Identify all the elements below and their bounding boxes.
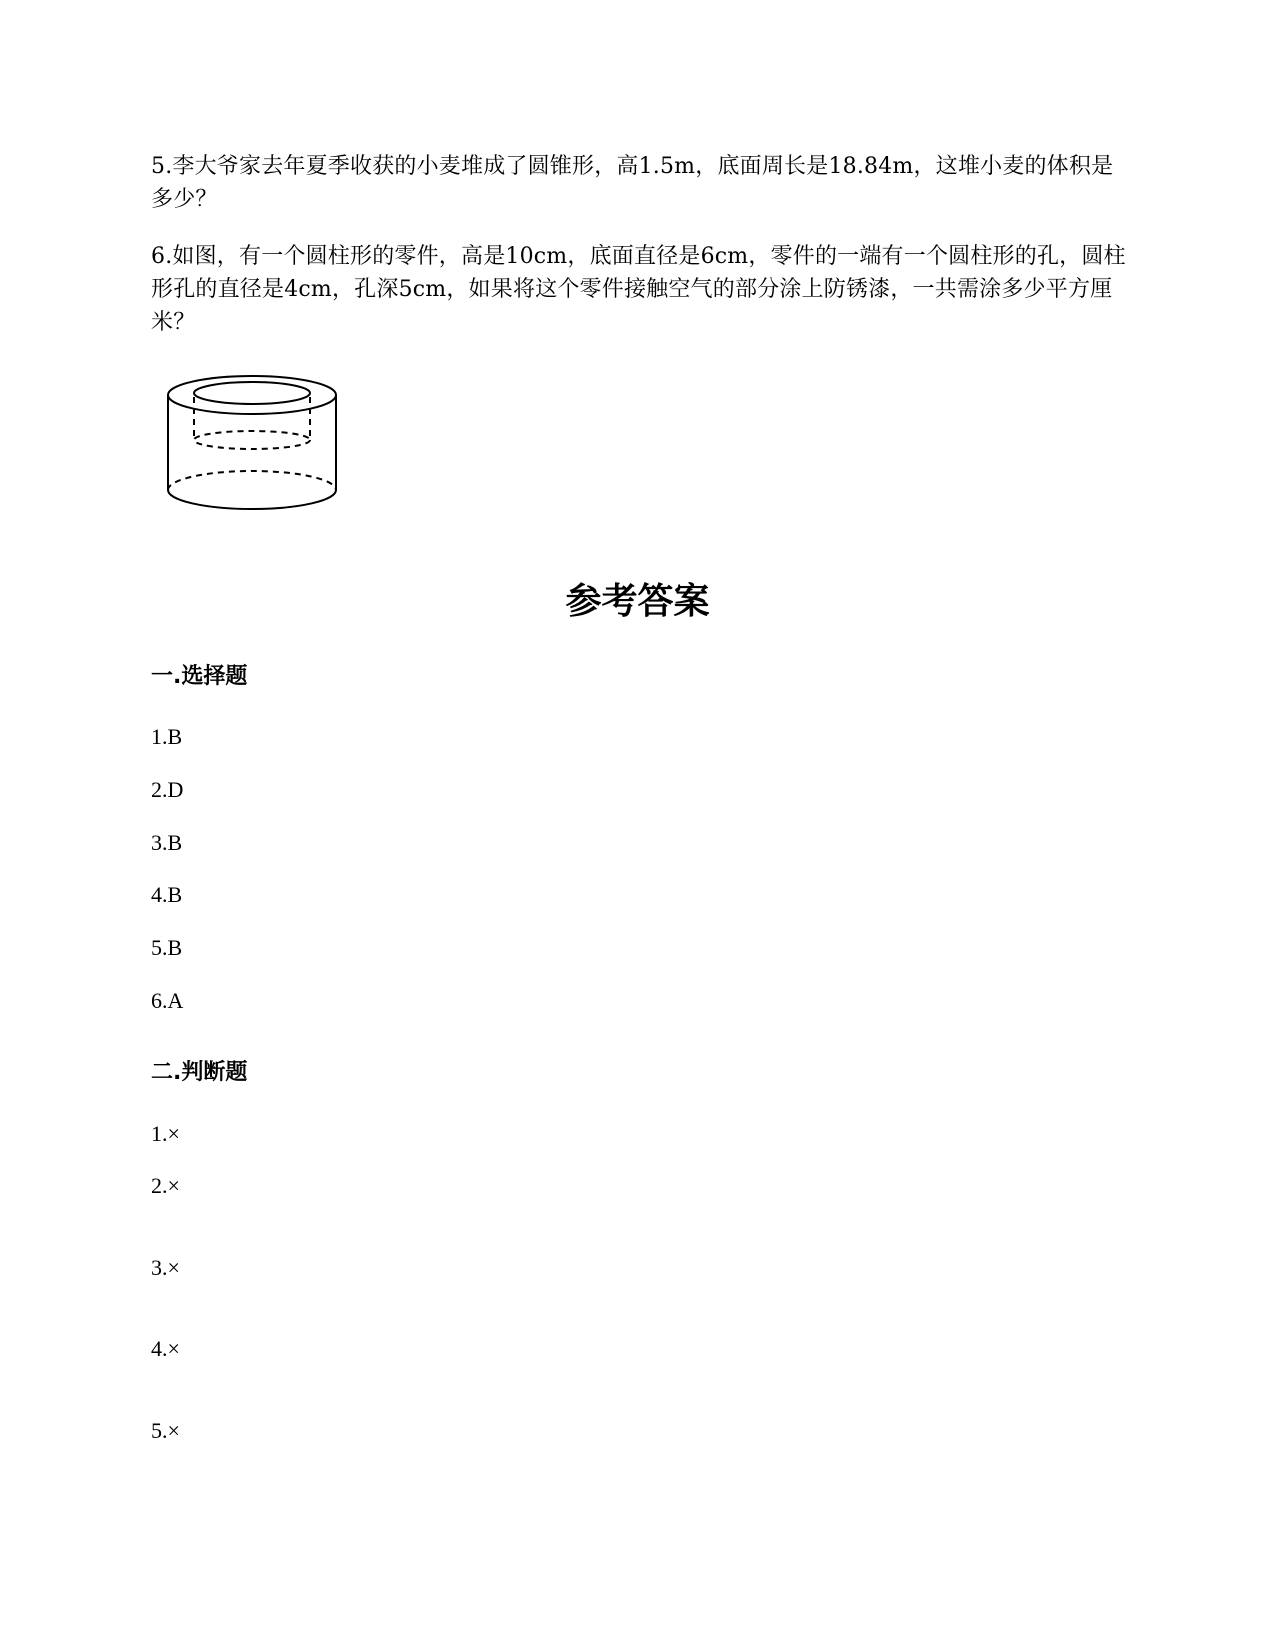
choice-answer-4: 4.B (151, 882, 183, 907)
choice-answer-6: 6.A (151, 988, 184, 1013)
cylinder-part-figure (160, 373, 345, 518)
choice-answer-1: 1.B (151, 724, 183, 749)
judge-answer-1: 1.× (151, 1121, 180, 1146)
choice-answer-2: 2.D (151, 777, 184, 802)
hole-bottom-ellipse (194, 431, 310, 449)
choice-answer-3: 3.B (151, 830, 183, 855)
section-judge-heading: 二.判断题 (151, 1060, 248, 1085)
judge-answer-2: 2.× (151, 1173, 180, 1198)
hole-top-ellipse (194, 382, 310, 404)
judge-answer-5: 5.× (151, 1418, 180, 1443)
judge-answer-4: 4.× (151, 1336, 180, 1361)
outer-bottom-back (168, 471, 336, 490)
question-5: 5.李大爷家去年夏季收获的小麦堆成了圆锥形，高1.5m，底面周长是18.84m，这堆小麦的体积是多少？ (151, 154, 1114, 212)
judge-answer-3: 3.× (151, 1255, 180, 1280)
outer-bottom-front (168, 490, 336, 509)
section-choice-heading: 一.选择题 (151, 664, 248, 689)
question-6: 6.如图，有一个圆柱形的零件，高是10cm，底面直径是6cm，零件的一端有一个圆柱形的孔，圆柱形孔的直径是4cm，孔深5cm，如果将这个零件接触空气的部分涂上防锈漆，一共需涂多少平方厘米？ (151, 244, 1126, 335)
choice-answer-5: 5.B (151, 935, 183, 960)
answer-title: 参考答案 (565, 581, 710, 622)
